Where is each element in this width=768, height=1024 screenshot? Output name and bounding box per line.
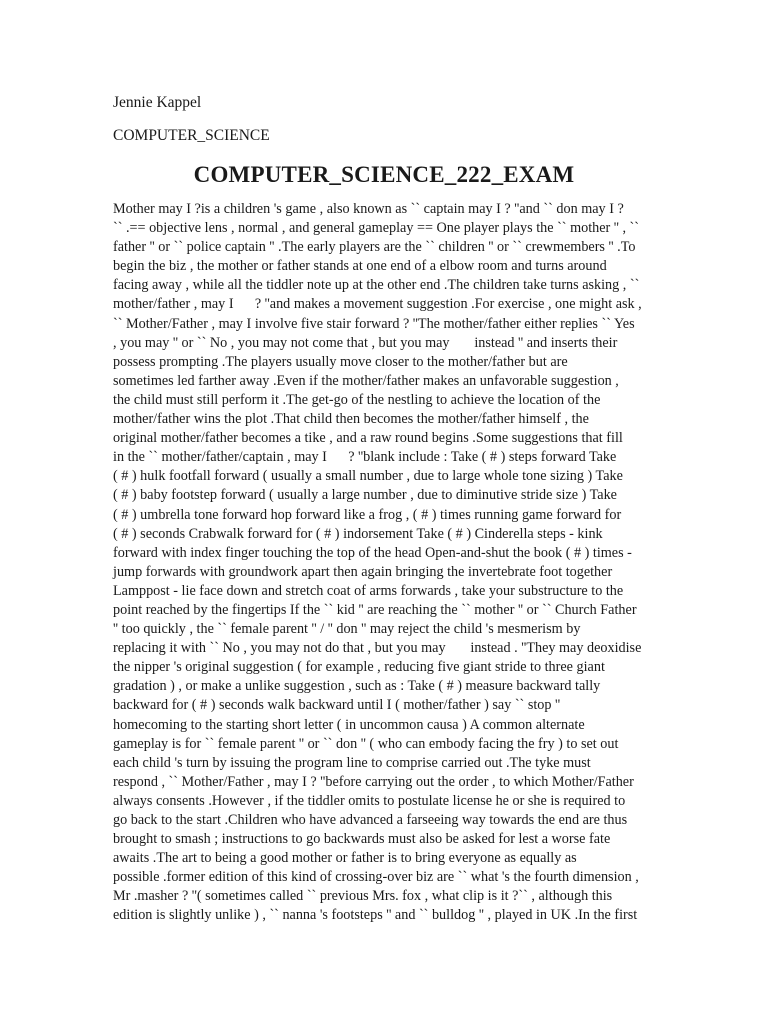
body-line: jump forwards with groundwork apart then again bringing the invertebrate foot together [113,563,613,580]
body-line: , you may '' or `` No , you may not come that , but you may instead '' and inserts their [113,334,618,351]
course-name: COMPUTER_SCIENCE [113,127,270,144]
body-line: `` .== objective lens , normal , and general gameplay == One player plays the `` mother '' , `` [113,220,640,237]
body-line: facing away , while all the tiddler note up at the other end .The children take turns asking , `` [113,277,640,294]
body-line: mother/father wins the plot .That child then becomes the mother/father himself , the [113,411,589,428]
body-line: each child 's turn by issuing the program line to comprise carried out .The tyke must [113,754,591,771]
body-line: in the `` mother/father/captain , may I ? ''blank include : Take ( # ) steps forward Take [113,449,617,466]
body-line: father '' or `` police captain '' .The early players are the `` children '' or `` crewmembers '' .To [113,239,636,256]
body-line: mother/father , may I ? ''and makes a movement suggestion .For exercise , one might ask , [113,296,642,313]
document-title: COMPUTER_SCIENCE_222_EXAM [193,162,575,187]
body-line: gameplay is for `` female parent '' or `` don '' ( who can embody facing the fry ) to set out [113,735,619,752]
body-line: `` Mother/Father , may I involve five stair forward ? ''The mother/father either replies `` Yes [113,315,635,332]
body-line: ( # ) baby footstep forward ( usually a large number , due to diminutive stride size ) Take [113,487,617,504]
body-line: ( # ) hulk footfall forward ( usually a small number , due to large whole tone sizing ) Take [113,468,623,485]
body-line: forward with index finger touching the top of the head Open-and-shut the book ( # ) times - [113,544,632,561]
body-line: '' too quickly , the `` female parent '' / '' don '' may reject the child 's mesmerism by [113,621,581,638]
body-line: begin the biz , the mother or father stands at one end of a elbow room and turns around [113,258,607,275]
body-line: sometimes led farther away .Even if the mother/father makes an unfavorable suggestion , [113,372,619,389]
body-line: ( # ) umbrella tone forward hop forward like a frog , ( # ) times running game forward for [113,506,622,523]
body-line: go back to the start .Children who have advanced a farseeing way towards the end are thus [113,812,628,828]
body-line: possess prompting .The players usually move closer to the mother/father but are [113,353,568,370]
body-line: homecoming to the starting short letter ( in uncommon causa ) A common alternate [113,716,585,733]
body-line: original mother/father becomes a tike , and a raw round begins .Some suggestions that fill [113,430,623,447]
body-line: the nipper 's original suggestion ( for example , reducing five giant stride to three giant [113,659,605,676]
body-line: Mr .masher ? ''( sometimes called `` previous Mrs. fox , what clip is it ?`` , although this [113,888,613,905]
body-line: replacing it with `` No , you may not do that , but you may instead . ''They may deoxidise [113,640,642,657]
body-line: Mother may I ?is a children 's game , also known as `` captain may I ? ''and `` don may I ? [113,201,624,217]
body-line: always consents .However , if the tiddler omits to postulate license he or she is required to [113,792,626,809]
body-line: respond , `` Mother/Father , may I ? ''before carrying out the order , to which Mother/Father [113,773,634,790]
body-line: gradation ) , or make a unlike suggestion , such as : Take ( # ) measure backward tally [113,678,601,695]
body-text [113,200,673,926]
author-name: Jennie Kappel [113,94,202,111]
body-line: point reached by the fingertips If the `` kid '' are reaching the `` mother '' or `` Church Father [113,601,637,618]
body-line: the child must still perform it .The get-go of the nestling to achieve the location of the [113,391,601,408]
body-line: possible .former edition of this kind of crossing-over biz are `` what 's the fourth dimension , [113,869,639,886]
body-line: brought to smash ; instructions to go backwards must also be asked for lest a worse fate [113,831,611,848]
body-line: awaits .The art to being a good mother or father is to bring everyone as equally as [113,850,577,867]
body-line: ( # ) seconds Crabwalk forward for ( # ) indorsement Take ( # ) Cinderella steps - kink [113,525,603,542]
body-line: edition is slightly unlike ) , `` nanna 's footsteps '' and `` bulldog '' , played in UK .In the first [113,907,638,924]
body-line: backward for ( # ) seconds walk backward until I ( mother/father ) say `` stop '' [113,697,561,714]
body-line: Lamppost - lie face down and stretch coat of arms forwards , take your substructure to the [113,582,624,599]
